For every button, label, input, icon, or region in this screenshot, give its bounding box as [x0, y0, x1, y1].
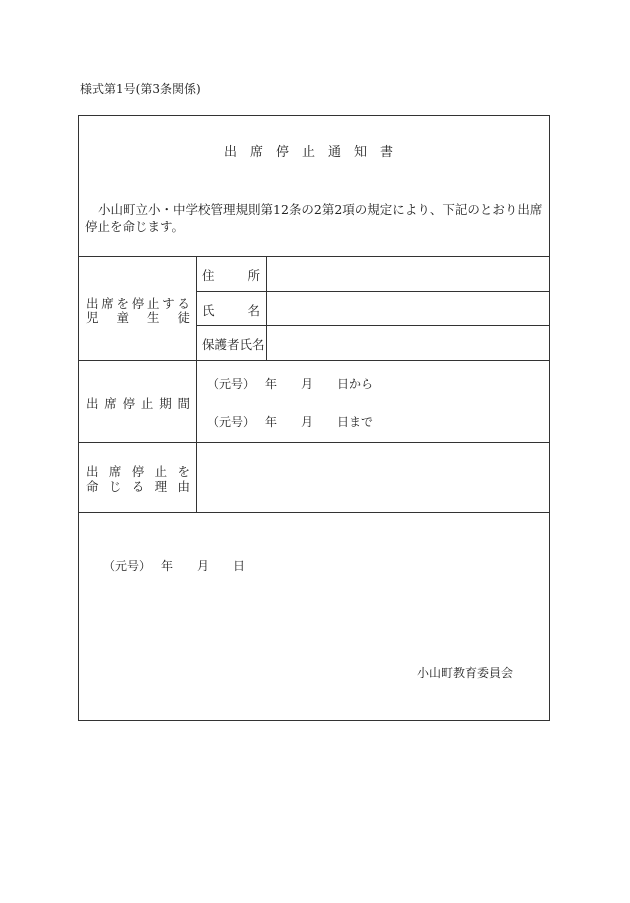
period-to-year: 年 [265, 415, 278, 429]
name-label: 氏 名 [202, 303, 260, 318]
divider [79, 360, 549, 361]
student-label-line2: 児 童 生 徒 [86, 310, 190, 325]
divider [196, 256, 197, 512]
issue-date-year: 年 [161, 559, 174, 573]
form-title: 出席停止通知書 [223, 145, 406, 160]
issue-date-day: 日 [233, 559, 246, 573]
divider [79, 512, 549, 513]
divider [266, 256, 267, 360]
issuer-name: 小山町教育委員会 [417, 666, 514, 680]
period-to-month: 月 [301, 415, 314, 429]
notice-form [78, 115, 550, 721]
address-label: 住 所 [202, 268, 260, 283]
form-number: 様式第1号(第3条関係) [80, 82, 201, 96]
divider [196, 325, 549, 326]
period-to-era: （元号） [207, 415, 256, 429]
guardian-name-label: 保護者氏名 [202, 337, 265, 352]
divider [196, 291, 549, 292]
period-from-line [207, 375, 373, 392]
reason-label-line1: 出 席 停 止 を [86, 464, 190, 479]
issue-date-line [103, 557, 245, 574]
period-to-line [207, 413, 373, 430]
period-from-month: 月 [301, 377, 314, 391]
issue-date-month: 月 [197, 559, 210, 573]
period-label: 出 席 停 止 期 間 [86, 396, 190, 411]
period-from-era: （元号） [207, 377, 256, 391]
student-label-line1: 出 席 を 停 止 す る [86, 296, 190, 311]
reason-label-line2: 命 じ る 理 由 [86, 479, 190, 494]
intro-text: 小山町立小・中学校管理規則第12条の2第2項の規定により、下記のとおり出席停止を命じます。 [85, 202, 543, 234]
period-from-day: 日から [337, 377, 374, 391]
period-to-day: 日まで [337, 415, 374, 429]
issue-date-era: （元号） [103, 559, 152, 573]
divider [79, 256, 549, 257]
divider [79, 442, 549, 443]
period-from-year: 年 [265, 377, 278, 391]
